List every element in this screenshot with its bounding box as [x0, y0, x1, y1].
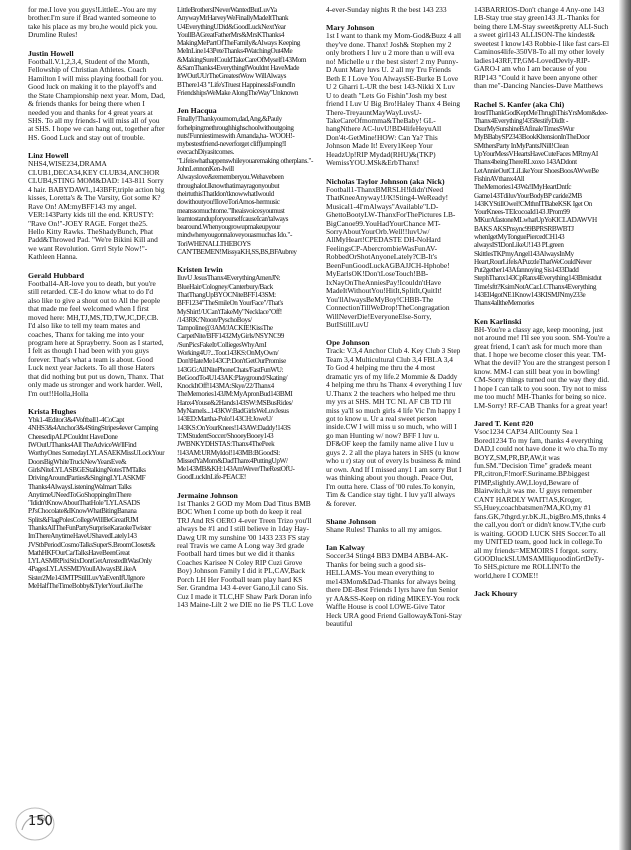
- page-number: 150: [28, 814, 53, 829]
- column-4: [474, 6, 611, 796]
- senior-message: for me.I love you guys!LittleE.-You are my brother.I'm sure if Brad wanted someone to take his place as my bro,he would pick you. Drumline Rules!: [28, 6, 158, 40]
- senior-name: Jack Khoury: [474, 589, 518, 599]
- senior-message: Football1-ThanxBMRSLH!Ididn'tNeed ThatKneeAnyway!J/K!Sting4-WeReady! Musical1-4I'mAlways"Available"LD-GhettoBootyLW-ThanxForThePictures LB-BigCanoe99.YouHadYourChance MT-SorryAboutYourOrb.Well!!luvUw/ AllMyHeart!CPEDASTE DH-NoHard FeelingsCP-AbercrombieWasFunAV-RobbedOrShotAnyoneLately?CB-It's BeenFunGoodLuckAGBAJJCH-Hphobe! MyEarlsOK!Don'tLoseTouch!BB-IxNayOnTheAnniesPay!Icouldn'tHave MadeItWithoutYou!HitIt,SplitIt,QuitIt! You'llAlwaysBeMyBoy!CHBB-The ConnectionTillWeDrop!TheCongragation WillNeverDie!EveryoneElse-Sorry, ButIStillLuvU: [326, 184, 456, 329]
- senior-message: BH-You're a classy age, keep mooning, just not around me! I'll see you soon. SM-You're a great friend, I can't ask for much more than that. I hope we become closer this year. TM-What the devil? You are the strangest person I know. MM-I can still beat you in bowling! CM-Sorry things turned out the way they did. I hope I can talk to you soon. Try not to miss me too much! MH-Thanks for being so nice. LM-Sorry! RF-CAB Thanks for a great year!: [474, 324, 611, 410]
- senior-entry: [474, 100, 611, 308]
- senior-message: Soccer34 Sting4 BB3 DMB4 ABB4-AK-Thanks for being such a good sis-HELLAMS-You mean everything to me143Mom&Dad-Thanks for always being there DE-Best Friends I lyrs have fun Senior yr AA&SS-Keep on riding MIKEY-You rock Waffle House is cool LOWE-Give Tator Heck URA good Friend Galloway&Toni-Stay beautiful: [326, 551, 462, 629]
- senior-entry: [177, 106, 315, 256]
- senior-name: Jared T. Kent #20: [474, 419, 534, 429]
- senior-message: Football.V.1,2,3,4, Student of the Month, Fellowship of Christian Athletes. Coach Hamilton I will miss playing football for you. Good luck on making it to the playoff's and the State Championship next year. Mom, Dad, & friends thanks for being there when I needed you and thanks for 4 great years at SHS. To all my friends-I will miss all of you at SHS. I hope we can hang out, together after HS. Good Luck and stay out of trouble.: [28, 56, 165, 142]
- column-2: [177, 6, 315, 796]
- senior-message: 4-ever-Sunday nights R the best 143 233: [326, 6, 447, 14]
- senior-message: Track: V.3,4 Anchor Club 4. Key Club 3 Step Team 3,4 Multicultural Club 3,4 FBLA 3,4 To God 4 helping me thru the 4 most dramatic yrs of my life.2 Mommie & Daddy 4 helping me thru hs Thanx 4 everything I luv U.Thanx 2 the teachers who helped me thru my yrs at SHS. MH TC NL AF CB TD I'll miss ya'll so much girls 4 life Vic I'm happy I got to know u. Ur a real sweet person inside.CW I will miss u so much, who will I go man Hunting w/ now? BFF I luv u. DF&OF keep the family name alive I luv u guys 2. 2 all the playa haters in SHS (u know who u r) stay out of every1s business & mind ur own. And If I missed any1 I am sorry But I was thinking about you though. Peace Out, I'm outta here. Class of '00 rules.To konyin, Tim & Candice stay tight. I luv ya'll always & forever.: [326, 346, 462, 508]
- senior-entry: [326, 6, 462, 14]
- senior-entry: [474, 589, 611, 598]
- senior-name: Ope Johnson: [326, 338, 370, 348]
- senior-name: Gerald Hubbard: [28, 270, 85, 280]
- senior-message: LittleBrothersINeverWantedButLuvYa AnywayMrHarveyWeFinallyMadeItThank U4EverythingUDid&GoodLuckNextYear YoullBAGreatFatherMrs&MrsKThanks4 MakingMePartOfTheFamily&Always Keeping MeInLine143PeteThanks4WatchingOut4Me &MakingSureICouldTakeCareOfMyself143Mom &SamThanks4EverythingIWouldnt HaveMade ItWOutUUrTheGreatestWow WillAlways BThere143 "Life'sTruest HappinessIsFoundIn FriendshipsWeMake AlongTheWay"Unknown: [177, 6, 307, 97]
- senior-name: Rachel S. Kanfer (aka Chi): [474, 99, 565, 109]
- senior-entry: [28, 49, 166, 143]
- senior-message: Football4-AR-love you to death, but you're still retarded. CE-I do know what to do I'd also like to give a shout out to All the people that made me feel welcomed when I first moved here: MH,TJ,MS,TD,TW,JC,DF,CB. I'd also like to tell my team mates and coaches, Thanx for taking me into your program here at Sprayberry. Soon as I started, I felt as though I had been with you guys forever. That's what a team is about. Good Luck next year Jackets. To all those Haters that did nothing but put us down, Thanx. That only made us stronger and work harder. Well, I'm out!!Holla,Holla: [28, 278, 164, 398]
- senior-message: 143BARRIOS-Don't change 4 Any-one 143 LB-Stay true stay green143 JL-Thanks for being there LM-Stay sweet&pretty ALI-Such a sweet girl143 ALLISON-The kindest& sweetest I know143 Robbie-I like fast cars-El Caminos4life-350V8-To all my other lovely ladies143RF,TP,GM-LovedDevly-RIP-GARO-I am who I am because of you RIP143 "Could it have been anyone other than me"-Dancing Nancies-Dave Matthews: [474, 6, 610, 91]
- senior-name: Linz Howell: [28, 151, 69, 161]
- senior-name: Nicholas Taylor Johnson (aka Nick): [326, 176, 445, 186]
- senior-name: Ken Karlinski: [474, 316, 522, 326]
- senior-message: 1st I want to thank my Mom-God&Buzz 4 all they've done. Thanx! Josh& Stephen my 2 only brothers I luv u 2 more than u will eva no! Michelle u r the best sister! 2 my Punny-D Aunt Mary luvs U. 2 all my Tru Friends Beth E I Love You AlwaysSE-Burke B Love U 2 Gharri L-UR the best 143-Nikki X Luv U to death "Lets Go Fishin"Josh my best friend I Luv U Big Bro!Haley Thanx 4 Being There-TreyauntMayWayLuvsU-TakeCareOfmomma&TheBaby! GL-hangNthere AC-luvU!BD4lifeHeyuAll Don'4t-GetMine!HOW: Can Ya? This Johnson Made It! Every1Keep Your HeadzUp!RIP Mydad(RHU)&(TKP) WemissYOU.MSk&ErbThanx!: [326, 31, 462, 168]
- senior-entry: [177, 491, 315, 610]
- senior-entry: [326, 338, 462, 508]
- senior-message: IrosrIThankGodKeptMeThrughThisYrsMom&dee-Thanx4Everything!4358estifyDidIt -DsurMySunshineBAfinaleTimesSWur MyBBabySP2343BookKltensionInTheDoor SMthersParty InMyPantsJNill!Clean UpYourMessVHeartsHaveCuteFaces MRmyAI Thanx4beingThereRLxoxo 143ADdont LetAnnieOutCLiLikeYour ShoesBoosAWweBe FishinAVthanx4All TheMemories143Wa!IMyHeartDntfc Game143TdiluvYourBodyBP caride2MB 143KYStillOwel!CMthnITBabeKSK Iget On YourKnees-TEIcocoaId143 JProm99 MKurAfastoneMLwhatUpYoKICLADAWVH BAKS AKSPnsync99BPRSRBWBTJ whenlgetMyTonguePiercedCH143 alwaysIS'IDonLikeU!143 PLgreen SkittlesTKPmyAngel143AlwaysInMy Heart,RourLifelsAPuzzleThatWeCouldNever Put2gether143Afannoying Sis1433Dadd StephThanx143CpRanx4Everything143Bmistdut Time!sftt?KsimNotACar.LCThanx4Everything 143Ell4gotNE1Know143KISMJNmy233e Thanx4alltheMemories: [474, 108, 608, 308]
- senior-message: Shane Rules! Thanks to all my amigos.: [326, 525, 442, 535]
- senior-name: Shane Johnson: [326, 517, 377, 527]
- column-3: [326, 6, 462, 796]
- senior-entry: [177, 265, 315, 481]
- senior-entry: [28, 151, 166, 261]
- senior-name: Kristen Irwin: [177, 265, 223, 275]
- senior-entry: [28, 6, 166, 40]
- senior-entry: [474, 6, 611, 91]
- senior-message: IluvU JesusThanx4EverythingAmenJN: BlueHair/Cologney/Canterbury/Back ThatThangUpBYOCNiteBFF143SM: BFF1234"TheSmileOn YourFace"/That's MyShirt!/UCan'tTakeMy"Necklace"Off! /143RK:'Ntoon/PyschoBoys/ Tampoline@3AM/JACKIE!KissThe CarpetNite/BFF1432MyGirls/NSYNC99 /SunPicsFakeIt/ColliegesWhyAmI Working4U?...Toot143KS:OnMyOwn/ Don'tHateMe143CP:Don'tGetOurPromise 143GG:AllNitePhoneChats/FastFunWU: BeGoodTo4U143AK:Playground/Skating/ KnockItOff!143MA:Skye/22/Thanx4 TheMemories143JM:MyApronBud143BMI Hanx4Youse&2Hands143SW:MSBusRides/ MyNamels...143KW:BadGirlsWeLuvJesus 143ED:Martha-Polo!143CH:JoweU/ 143KS:OnYourKnees!143AW:Daddy!143S T:MStudentSoccer/ShooeyBooey143 JWBNKYDHSTAS:Thanx4ThePeek !143AM:URMyIdol!143MB:BGoodSl: MissedYaMom&DadThanx4PuttingUpW/ Me143MB&KH:143AmWeverTheRestOfU- GoodLuckInLife-PEACE!: [177, 274, 295, 482]
- senior-entry: [177, 6, 315, 97]
- senior-entry: [326, 177, 462, 330]
- senior-message: Vsoc1234 CAP34 AllCounty Sea 1 Bored1234 To my fam, thanks 4 everything DAD,I could not have done it w/o cha.To my BOYZ,SM,PR,BP,AW,it was fun.SM."Decision Time" grade& meant PR,citron,F!morF.Suriname.BP.biggest PIMP,slightly.AW,Lloyd,Beware of Blairwitch,it was me. U guys remember CANT HARDLY WAIT!AS,Kroger, S5,Huey,coachbatsmen?MA,KO,my #1 fans.GK,7thgrd.yr.bK.JL,bigBro.MS,thnks 4 the call,you don't or didn't know.TV,the curb is waiting. GOOD LUCK SHS Soccer.To all my UNITED team, good luck in college.To all my friends=MEMOIRS I forgot. sorry. GOODluckSLUMSAMIliquoodinGrtDeTy-To SHS,picture me ROLLIN!To the world,here I COME!!: [474, 427, 608, 580]
- senior-entry: [474, 317, 611, 411]
- senior-name: Justin Howell: [28, 48, 74, 58]
- senior-entry: [28, 271, 166, 398]
- senior-message: NHS4,WISE234,DRAMA CLUB1,DECA34,KEY CLUB34,ANCHOR CLUB4,STING MOM&DAD: 143-811 Sorry 4 hair. BABYDAWL,143BFF,triple action big kisses, Loretta's & The Varsity, Got some K? Rave On! AM:myBFF143 my angel. VER:143Party kids till the end. KRUSTY: "Rave On!"-JOEY RAGE. Forget the25. Hello Kitty Rawks. TheShadyBunch, Phat Padd&Throwed Pad. "We're Bikini Kill and we want Revolution. Grrrl Style Now!"-Kathleen Hanna.: [28, 159, 165, 262]
- senior-entry: [326, 543, 462, 628]
- column-1: [28, 6, 166, 796]
- senior-message: Ybk1-4Editor3&4Voftball1-4CoCapt 4NHS3&4Anchor3&4StingStripes4ever Camping CheesedipALPCouldnt HaveDone IWOutUThanks4All TheAdviceWe'llFind WorthyOnes SomedayLYLASAEKMissULockYour DoorsBigWhiteTruckNewYearsEve& GirlsNiteLYLASBGEStalkingNotesTMTalks DrivingAroundParties&SingingLYLASKMF Thanks4AlwaysListeningWalmart Talks AnytimeUNeedToGoShoppingImThere "Ididn'tKnowAboutThatHole"LYLASADS PJ'sChocolate&IKnowWhatBitingBanana Splits&FlagPolesCollegeWillBeGreatRJM ThanksAllTheFunPartySurpriseKaraokeTwister ImThereAnytimeHaveUShavedLately143 JVStbPeriodCosmoTalksSuperS.BroomClosets& MathHKFOurCarTalksHaveBeenGreat LYLASMRPixiStixDontGetArrestedItWasOnly 4PagesLYLASSMDYoullAlwaysBLikeA Sister2Me143MTPStillLuvYaEvenIfUIgnore MeHalfTheTimeBobby&TylerYourLikeThe: [28, 416, 165, 591]
- senior-name: Krista Hughes: [28, 407, 77, 417]
- senior-entry: [474, 419, 611, 580]
- senior-entry: [28, 407, 166, 590]
- senior-entry: [326, 517, 462, 534]
- senior-name: Ian Kalway: [326, 543, 365, 553]
- senior-name: Jermaine Johnson: [177, 490, 238, 500]
- senior-entry: [326, 23, 462, 167]
- senior-name: Mary Johnson: [326, 23, 375, 33]
- page-edge-shadow: [619, 0, 631, 850]
- senior-name: Jen Hacqua: [177, 106, 217, 116]
- senior-message: Finally!Thankyoumom,dad,Ang,&Pauly forhelpingmethroughhighschoolwithoutgoing nuts!Funniestimeswith Amanda,ha- WOOH!-mybestestfriend-neverforget cliffjumping!I evecachDiyasitcomes. "Lifeiswhathappenswhileyouaremaking otherplans."-JohnLennonKen-Iwill Alwayslove&rememberyou.Wehavebeen throughalot.Iknowthatimayragonyoubut theirtuthisThatIdon'tknowwhatIwould dowithoutyou!IloveToriAmos-hermusic meanssomuchtome."Iheaisvoicesyoumust learntostandupforyourselfcauseIcan'talways bearound.Whenyougrowupmakeupyour mindwhenyougonnaloveyouasmuchas Ido."-ToriWHENALLTHEBOYS CAN'TBEMEN!MissyaKH,SS,BS,BFAubrey: [177, 115, 314, 257]
- senior-message: 1st Thanks 2 GOD my Mom Dad Titus BMB BOC When I come up both do keep it real TRJ And RS OERO 4-ever Treen Trizo you'll always be #1 and I still believe in 1day Hay-Dawg UR my sunshine '00 1433 233 FS stay real Travis we came A Long way 3rd grade Football hard times but we did it thanks Coaches Karisee N Coley RIP Cuzi Grove Boy) Johnson Family I did it PL,CAV,Back Porch LH Her Football team play hard KS Ser. Grandma 143 4-ever Gano,Lil cano Sis. Cuz I made it TLC,HF Shaw Park Doran info 143 Maine-Lilt 2 we DIE no lie PS TLC Love: [177, 498, 314, 610]
